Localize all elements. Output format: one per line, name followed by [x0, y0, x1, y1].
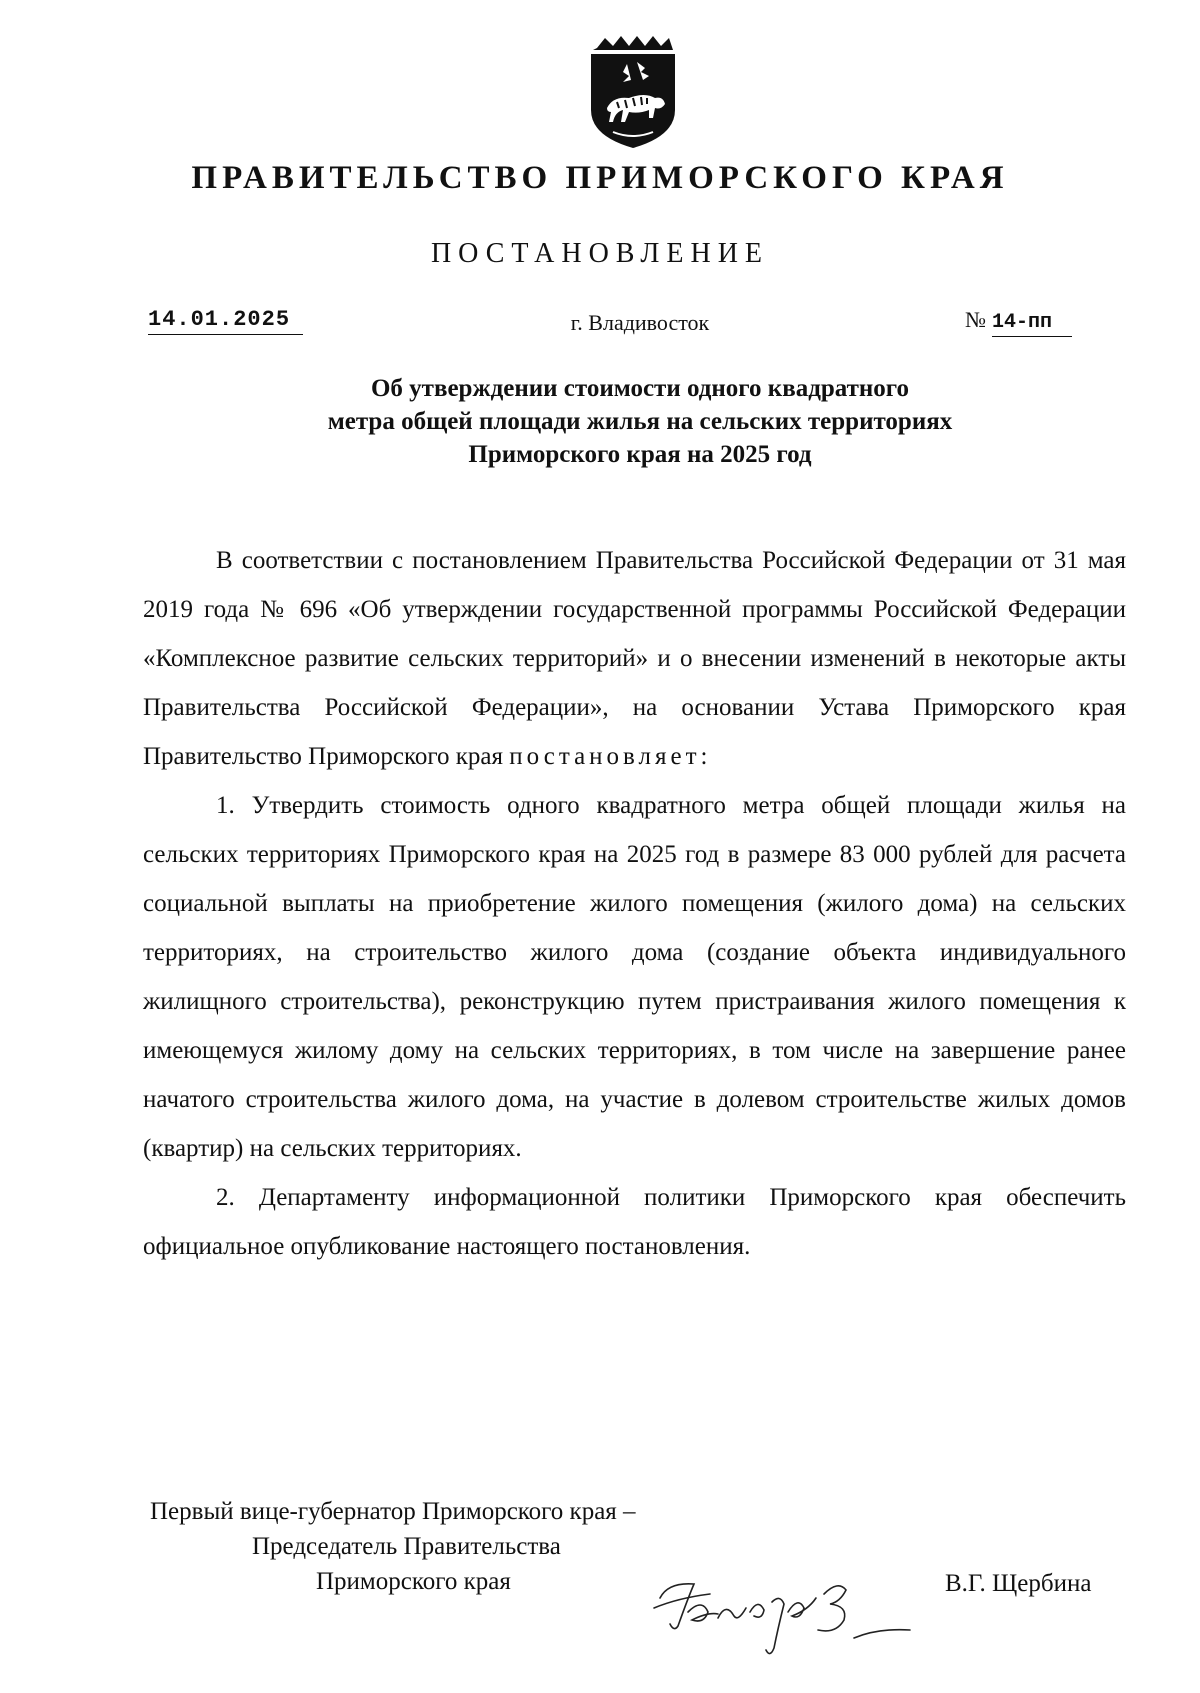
- item-1-paragraph: 1. Утвердить стоимость одного квадратного метра общей площади жилья на сельских территориях Приморского края на 2025 год в размере 83 000 рублей для расчета социальной выплаты на приобретение жилого помещения (жилого дома) на сельских территориях, на строительство жилого дома (создание объекта индивидуального жилищного строительства), реконструкцию путем пристраивания жилого помещения к имеющемуся жилому дому на сельских территориях, в том числе на завершение ранее начатого строительства жилого дома, на участие в долевом строительстве жилых домов (квартир) на сельских территориях.: [143, 792, 1126, 1162]
- document-body: [143, 536, 1126, 1271]
- government-title: ПРАВИТЕЛЬСТВО ПРИМОРСКОГО КРАЯ: [191, 160, 1009, 196]
- document-city: г. Владивосток: [570, 310, 710, 335]
- item-2-paragraph: 2. Департаменту информационной политики Приморского края обеспечить официальное опубликование настоящего постановления.: [143, 1184, 1126, 1260]
- document-subject: [220, 372, 1060, 471]
- position-line-2: Председатель Правительства: [252, 1533, 561, 1560]
- subject-line-1: Об утверждении стоимости одного квадратного: [370, 375, 910, 402]
- resolves-word: постановляет:: [509, 743, 712, 770]
- position-line-3: Приморского края: [316, 1568, 511, 1595]
- document-type: ПОСТАНОВЛЕНИЕ: [430, 238, 770, 269]
- document-date: 14.01.2025: [148, 307, 303, 335]
- subject-line-3: Приморского края на 2025 год: [468, 441, 812, 468]
- number-value: 14-пп: [992, 311, 1072, 337]
- signatory-position: [150, 1494, 636, 1599]
- subject-line-2: метра общей площади жилья на сельских территориях: [327, 408, 953, 435]
- signer-name: В.Г. Щербина: [945, 1570, 1092, 1597]
- position-line-1: Первый вице-губернатор Приморского края –: [150, 1498, 636, 1525]
- preamble-text: В соответствии с постановлением Правительства Российской Федерации от 31 мая 2019 года № 696 «Об утверждении государственной программы Российской Федерации «Комплексное развитие сельских территорий» и о внесении изменений в некоторые акты Правительства Российской Федерации», на основании Устава Приморского края Правительство Приморского края: [143, 547, 1126, 770]
- handwritten-signature: [648, 1568, 918, 1668]
- document-number: [965, 307, 1072, 337]
- preamble-paragraph: [143, 536, 1126, 781]
- number-label: №: [965, 307, 986, 332]
- coat-of-arms-icon: [583, 32, 683, 152]
